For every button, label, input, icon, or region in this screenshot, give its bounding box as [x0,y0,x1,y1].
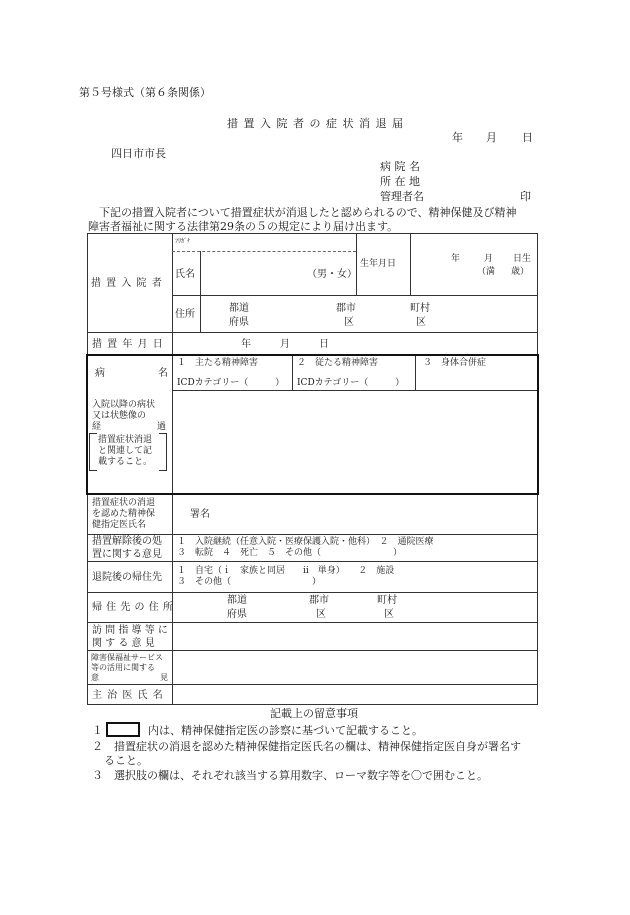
column-divider [410,233,411,295]
date-year-label: 年 [452,131,463,144]
visit-label-1: 訪 問 指 導 等 に [92,625,168,636]
opinion-label-2: 置に関する意見 [92,549,162,560]
welfare-label-3b: 見 [160,673,168,682]
row-divider [87,332,538,333]
seal-label: 印 [520,190,531,203]
date-month-label: 月 [486,131,497,144]
opinion-options-2: ３ 転院 ４ 死亡 ５ その他（ ） [177,548,403,558]
age-close-label: 歳） [511,267,530,277]
disease-label-a: 病 [95,368,105,379]
course-line-1: 入院以降の病状 [92,400,156,410]
recipient: 四日市市長 [111,147,166,160]
row-divider [87,650,538,651]
intro-line-2: 障害者福祉に関する法律第29条の５の規定により届け出ます。 [88,220,399,233]
addr-fuken: 府県 [229,317,249,328]
course-line-3b: 過 [157,422,167,432]
notes-heading: 記載上の留意事項 [270,707,358,720]
note-1-thick-box-sample [106,722,140,737]
opinion-options-1: １ 入院継続（任意入院・医療保護入院・他科） ２ 通院医療 [177,537,434,547]
dest-addr-fuken: 府県 [227,609,247,620]
page-title: 措 置 入 院 者 の 症 状 消 退 届 [227,117,404,130]
dest-addr-todo: 都道 [227,595,247,606]
signature-label: 署名 [190,509,210,520]
destination-options-2: ３ その他（ ） [177,577,322,587]
note-1-number: １ [92,724,103,737]
admission-date-label: 措 置 年 月 日 [92,339,164,350]
icd-category-1: ICDカテゴリー（ ） [177,378,285,388]
age-open-label: （満 [477,267,496,277]
manager-name-label: 管理者名 [380,190,424,203]
row-divider [87,684,538,685]
opinion-label-1: 措置解除後の処 [92,536,162,547]
course-line-2: 又は状態像の [92,411,147,421]
row-divider [87,622,538,623]
birth-year-label: 年 [451,254,461,264]
intro-line-1: 下記の措置入院者について措置症状が消退したと認められるので、精神保健及び精神 [99,206,517,219]
row-divider [87,561,538,562]
birth-month-label: 月 [484,254,494,264]
form-number: 第５号様式（第６条関係） [79,86,211,99]
note-2-line-1: ２ 措置症状の消退を認めた精神保健指定医氏名の欄は、精神保健指定医自身が署名す [92,740,521,753]
row-divider [172,295,538,296]
attending-physician-label: 主 治 医 氏 名 [92,690,164,701]
addr-ku-2: 区 [416,317,426,328]
column-divider [356,233,357,295]
destination-label: 退院後の帰住先 [92,572,162,583]
note-3: ３ 選択肢の欄は、それぞれ該当する算用数字、ローマ数字等を〇で囲むこと。 [92,769,488,782]
birthdate-label: 生年月日 [360,259,397,269]
icd-category-2: ICDカテゴリー（ ） [297,378,405,388]
physical-complication-label: ３ 身体合併症 [423,358,487,368]
disease-label-b: 名 [158,368,168,379]
course-note-bracket-left [89,433,97,471]
hospital-name-label: 病 院 名 [380,160,420,173]
doctor-label-3: 健指定医氏名 [92,520,147,530]
addr-todo: 都道 [229,303,249,314]
addr-ku-1: 区 [344,317,354,328]
visit-label-2: 関 す る 意 見 [92,638,155,649]
course-line-3a: 経 [92,422,102,432]
note-2-line-2: ること。 [104,754,148,767]
dest-addr-ku-2: 区 [384,609,394,620]
doctor-label-1: 措置症状の消退 [92,498,156,508]
hospital-address-label: 所 在 地 [380,175,420,188]
dest-address-label: 帰 住 先 の 住 所 [92,602,174,613]
secondary-disorder-label: ２ 従たる精神障害 [297,358,379,368]
patient-label: 措 置 入 院 者 [91,278,163,289]
furigana-label: ﾌﾘｶﾞﾅ [175,238,191,245]
designated-doctor-box [86,354,539,495]
welfare-label-1: 障害保福祉サービス [91,653,163,662]
gender-options: （男・女） [307,269,357,280]
column-divider [200,295,201,332]
admission-day-label: 日 [319,339,329,350]
admission-year-label: 年 [241,339,251,350]
birth-day-label: 日生 [513,254,532,264]
addr-choson: 町村 [410,303,430,314]
date-day-label: 日 [522,131,533,144]
course-note-2: と関連して記 [98,446,153,456]
note-1-text: 内は、精神保健指定医の診察に基づいて記載すること。 [148,724,423,737]
main-disorder-label: １ 主たる精神障害 [177,358,259,368]
address-label: 住所 [175,309,195,320]
dest-addr-choson: 町村 [377,595,397,606]
addr-gunshi: 郡市 [336,303,356,314]
column-divider [200,251,201,295]
furigana-divider [172,251,356,252]
dest-addr-ku-1: 区 [316,609,326,620]
course-note-bracket-right [159,433,167,471]
destination-options-1: １ 自宅（ｉ 家族と同居 ⅱ 単身） ２ 施設 [177,566,395,576]
row-divider [87,592,538,593]
welfare-label-2: 等の活用に関する [91,663,155,672]
name-label: 氏名 [175,269,195,280]
admission-month-label: 月 [280,339,290,350]
course-note-3: 載すること。 [98,457,153,467]
dest-addr-gunshi: 郡市 [309,595,329,606]
welfare-label-3a: 意 [91,673,99,682]
course-note-1: 措置症状消退 [98,435,153,445]
doctor-label-2: を認めた精神保 [92,509,156,519]
